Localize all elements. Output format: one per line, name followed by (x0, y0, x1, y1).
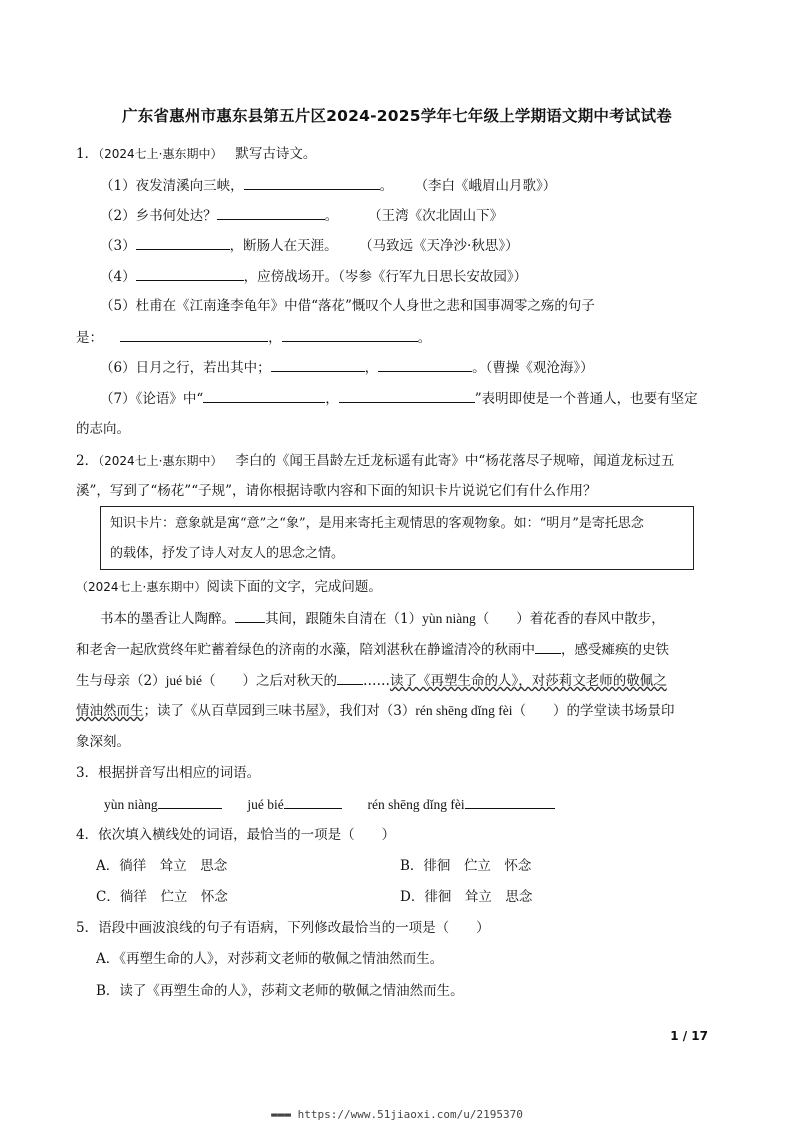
q1-item-2-source: （王湾《次北固山下》 (368, 208, 504, 224)
q2-number: 2． (76, 453, 99, 469)
answer-blank[interactable] (235, 610, 265, 623)
q1-item-6 (100, 359, 594, 376)
page-number: 1 / 17 (670, 1029, 708, 1043)
answer-blank[interactable] (120, 329, 268, 342)
passage-text: （ ）着花香的春风中散步， (475, 611, 665, 627)
knowledge-card-line-1: 知识卡片：意象就是寓“意”之“象”，是用来寄托主观情思的客观物象。如：“明月”是寄托思念 (110, 516, 644, 531)
answer-blank[interactable] (282, 329, 418, 342)
q1-item-1-source: （李白《峨眉山月歌》） (414, 178, 557, 194)
document-title: 广东省惠州市惠东县第五片区2024-2025学年七年级上学期语文期中考试试卷 (122, 107, 672, 125)
pinyin-text: rén shēng dǐng fèi (415, 703, 513, 718)
footer-url[interactable]: ▬▬▬ https://www.51jiaoxi.com/u/2195370 (271, 1108, 523, 1121)
q1-item-6-comma: ， (364, 360, 379, 376)
wavy-underlined-sentence: 读了《再塑生命的人》，对莎莉文老师的敬佩之 (389, 673, 667, 689)
q2-line-1: 李白的《闻王昌龄左迁龙标遥有此寄》中“杨花落尽子规啼，闻道龙标过五 (235, 453, 675, 469)
passage-line-1 (100, 610, 665, 627)
passage-intro (76, 579, 382, 595)
answer-blank[interactable] (217, 207, 325, 220)
q1-item-5-label: 是： (76, 330, 103, 346)
pinyin-text: jué bié (165, 673, 202, 688)
pinyin-text: yùn niàng (422, 611, 476, 626)
answer-blank[interactable] (203, 390, 325, 403)
q1-item-5 (100, 298, 595, 314)
q5-option-a[interactable]: A．《再塑生命的人》，对莎莉文老师的敬佩之情油然而生。 (96, 951, 444, 967)
passage-line-2 (76, 641, 669, 658)
passage-line-3 (76, 672, 667, 689)
passage-text: ；读了《从百草园到三味书屋》，我们对（3） (143, 703, 416, 719)
answer-blank[interactable] (535, 641, 561, 654)
q1-item-1-text: （1）夜发清溪向三峡， (100, 178, 244, 194)
q1-item-5-end: 。 (417, 330, 432, 346)
q1-item-1 (100, 177, 556, 194)
answer-blank[interactable] (158, 796, 222, 809)
q1-item-7-text-2: ”表明即使是一个普通人，也要有坚定 (474, 391, 698, 407)
q2-header (76, 453, 674, 469)
q1-item-5-cont (76, 329, 431, 346)
q1-item-7-comma: ， (325, 391, 339, 407)
q1-item-4 (100, 268, 527, 285)
q1-item-3-source: （马致远《天净沙·秋思》） (359, 238, 519, 254)
passage-text: ，感受瘫痪的史铁 (561, 642, 669, 658)
q1-item-7 (100, 390, 698, 407)
passage-text: 和老舍一起欣赏终年贮蓄着绿色的济南的水藻，陪刘湛秋在静谧清冷的秋雨中 (76, 642, 535, 658)
answer-blank[interactable] (465, 796, 555, 809)
wavy-underlined-sentence: 情油然而生 (76, 703, 144, 719)
passage-text: 其间，跟随朱自清在（1） (265, 611, 423, 627)
q1-item-3-num: （3） (100, 238, 136, 254)
q1-item-5-comma: ， (268, 330, 282, 346)
answer-blank[interactable] (378, 359, 472, 372)
q1-item-2-text: （2）乡书何处达？ (100, 208, 217, 224)
q1-source: （2024七上·惠东期中） (98, 147, 223, 161)
q1-item-1-end: 。 (379, 178, 394, 194)
passage-instruction: 阅读下面的文字，完成问题。 (206, 579, 382, 595)
q3-stem: 3．根据拼音写出相应的词语。 (76, 765, 261, 781)
q4-option-c[interactable]: C．徜徉 伫立 怀念 (96, 889, 228, 905)
pinyin-text: yùn niàng (104, 797, 158, 812)
q1-number: 1． (76, 146, 99, 162)
q1-item-4-num: （4） (100, 269, 136, 285)
q5-stem: 5．语段中画波浪线的句子有语病，下列修改最恰当的一项是（ ） (76, 920, 490, 936)
answer-blank[interactable] (136, 268, 244, 281)
q1-item-2 (100, 207, 503, 224)
q1-item-6-text: （6）日月之行，若出其中； (100, 360, 271, 376)
q1-item-3 (100, 237, 519, 254)
passage-text: （ ）的学堂读书场景印 (512, 703, 675, 719)
answer-blank[interactable] (337, 672, 363, 685)
q3-answers (104, 796, 555, 813)
passage-text: …… (362, 673, 390, 689)
passage-text: 生与母亲（2） (76, 673, 166, 689)
q1-item-7-text: （7）《论语》中“ (100, 391, 204, 407)
q1-item-6-source: 。（曹操《观沧海》） (472, 360, 594, 376)
passage-source: （2024七上·惠东期中） (76, 580, 207, 594)
passage-text: （ ）之后对秋天的 (201, 673, 337, 689)
q4-option-d[interactable]: D．徘徊 耸立 思念 (400, 889, 533, 905)
q5-option-b[interactable]: B．读了《再塑生命的人》，莎莉文老师的敬佩之情油然而生。 (96, 983, 464, 999)
knowledge-card-line-2: 的载体，抒发了诗人对友人的思念之情。 (110, 546, 345, 561)
q4-option-b[interactable]: B．徘徊 伫立 怀念 (400, 858, 532, 874)
answer-blank[interactable] (136, 237, 230, 250)
pinyin-text: rén shēng dǐng fèi (367, 797, 465, 812)
q1-item-7-cont: 的志向。 (76, 421, 130, 437)
q4-option-a[interactable]: A．徜徉 耸立 思念 (96, 858, 228, 874)
passage-line-5: 象深刻。 (76, 734, 130, 750)
answer-blank[interactable] (284, 796, 342, 809)
q1-instruction: 默写古诗文。 (235, 146, 317, 162)
answer-blank[interactable] (244, 177, 380, 190)
q1-item-2-end: 。 (324, 208, 339, 224)
q1-item-4-text: ，应傍战场开。（岑参《行军九日思长安故园》） (243, 269, 528, 285)
answer-blank[interactable] (339, 390, 475, 403)
pinyin-text: jué bié (247, 797, 284, 812)
q1-item-5-text: （5）杜甫在《江南逢李龟年》中借“落花”慨叹个人身世之悲和国事凋零之殇的句子 (100, 298, 595, 314)
answer-blank[interactable] (271, 359, 365, 372)
q1-header (76, 146, 316, 162)
q4-stem: 4．依次填入横线处的词语，最恰当的一项是（ ） (76, 827, 396, 843)
q1-item-3-text: ，断肠人在天涯。 (229, 238, 338, 254)
q2-source: （2024七上·惠东期中） (98, 454, 223, 468)
passage-text: 书本的墨香让人陶醉。 (100, 611, 235, 627)
passage-line-4 (76, 703, 674, 719)
q2-line-2: 溪”，写到了“杨花”“子规”，请你根据诗歌内容和下面的知识卡片说说它们有什么作用？ (76, 483, 597, 499)
